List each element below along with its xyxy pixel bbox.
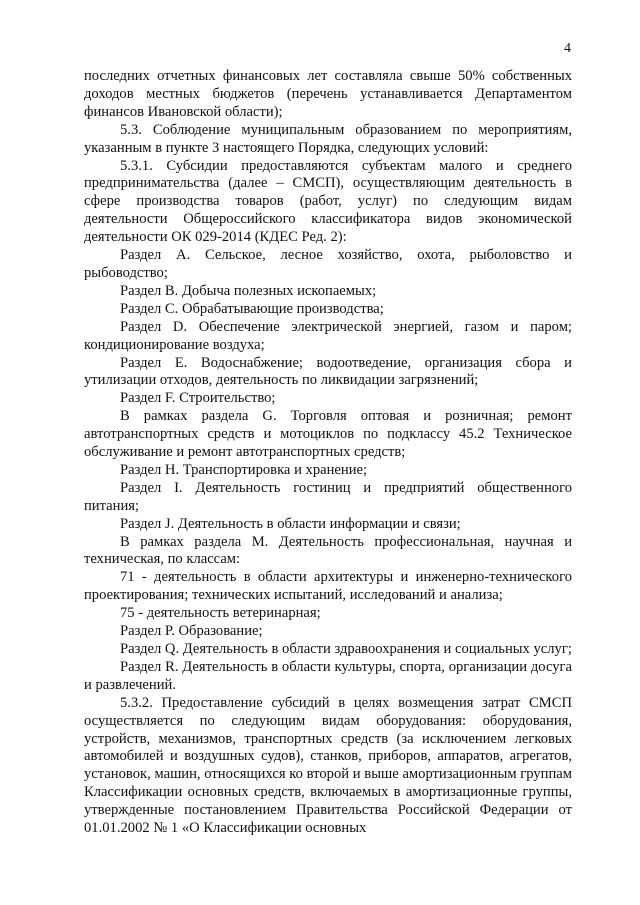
document-body [84,68,572,838]
list-item-section-p: Раздел Р. Образование; [120,623,263,640]
list-item-section-h: Раздел Н. Транспортировка и хранение; [120,461,368,478]
list-item-section-b: Раздел В. Добыча полезных ископаемых; [120,282,377,299]
list-item-section-m: В рамках раздела М. Деятельность профессиональная, научная и техническая, по классам: [84,533,572,568]
list-item-section-j: Раздел J. Деятельность в области информации и связи; [120,515,461,532]
list-item-section-i: Раздел I. Деятельность гостиниц и предприятий общественного питания; [84,479,572,514]
list-item-section-q: Раздел Q. Деятельность в области здравоохранения и социальных услуг; [120,641,572,657]
paragraph-5-3-1: 5.3.1. Субсидии предоставляются субъектам малого и среднего предпринимательства (далее – СМСП), осуществляющим деятельность в сфере производства товаров (работ, услуг) по следующим видам деятельности Общероссийского классификатора видов экономической деятельности ОК 029-2014 (КДЕС Ред. 2): [84,157,572,246]
list-item-section-c: Раздел С. Обрабатывающие производства; [120,300,384,317]
list-item-section-a: Раздел А. Сельское, лесное хозяйство, охота, рыболовство и рыбоводство; [84,247,572,281]
list-item-section-r: Раздел R. Деятельность в области культуры, спорта, организации досуга и развлечений. [84,658,572,693]
paragraph-5-3: 5.3. Соблюдение муниципальным образованием по мероприятиям, указанным в пункте 3 настоящего Порядка, следующих условий: [84,121,572,156]
list-item-class-71: 71 - деятельность в области архитектуры и инженерно-технического проектирования; технических испытаний, исследований и анализа; [84,569,572,604]
list-item-section-d: Раздел D. Обеспечение электрической энергией, газом и паром; кондиционирование воздуха; [84,318,572,353]
paragraph-5-3-2: 5.3.2. Предоставление субсидий в целях возмещения затрат СМСП осуществляется по следующим видам оборудования: оборудования, устройств, механизмов, транспортных средств (за исключением легковых автомобилей и воздушных судов), станков, приборов, аппаратов, агрегатов, установок, машин, относящихся ко второй и выше амортизационным группам Классификации основных средств, включаемых в амортизационные группы, утвержденные постановлением Правительства Российской Федерации от 01.01.2002 № 1 «О Классификации основных [84,694,572,837]
list-item-section-e: Раздел Е. Водоснабжение; водоотведение, организация сбора и утилизации отходов, деятельность по ликвидации загрязнений; [84,354,572,389]
list-item-section-f: Раздел F. Строительство; [120,390,276,407]
list-item-section-g: В рамках раздела G. Торговля оптовая и розничная; ремонт автотранспортных средств и мотоциклов по подклассу 45.2 Техническое обслуживание и ремонт автотранспортных средств; [84,408,572,461]
paragraph-continuation: последних отчетных финансовых лет составляла свыше 50% собственных доходов местных бюджетов (перечень устанавливается Департаментом финансов Ивановской области); [84,68,572,120]
page-number: 4 [564,41,571,56]
list-item-class-75: 75 - деятельность ветеринарная; [120,605,321,622]
